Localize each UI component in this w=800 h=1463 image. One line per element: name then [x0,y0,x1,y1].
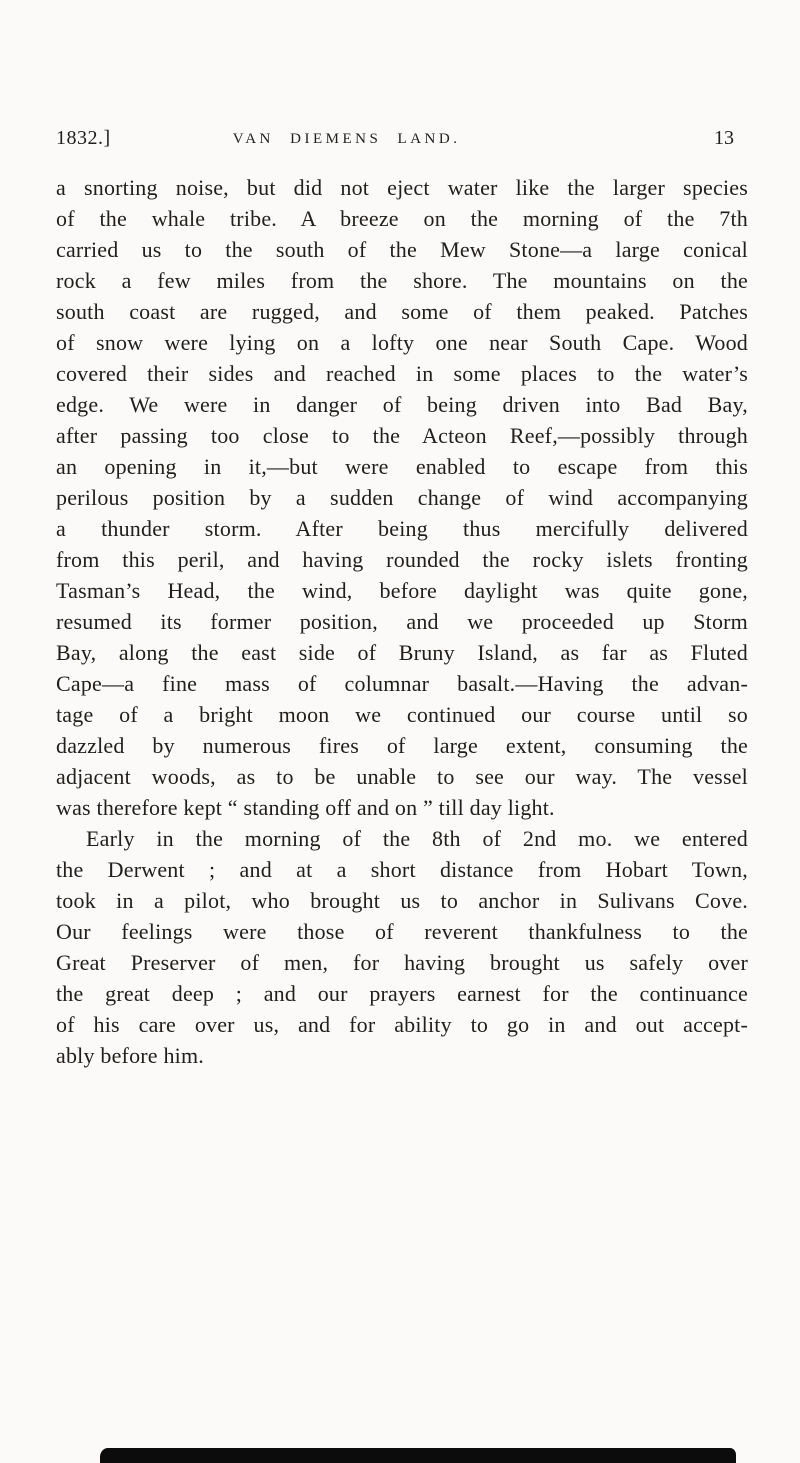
text-line: resumed its former position, and we proceeded up Storm [56,609,748,634]
text-line: edge. We were in danger of being driven into Bad Bay, [56,392,748,417]
text-line: perilous position by a sudden change of wind accompanying [56,485,748,510]
page-body-text [56,172,748,1071]
text-line: a snorting noise, but did not eject water like the larger species [56,175,748,200]
text-line: took in a pilot, who brought us to anchor in Sulivans Cove. [56,888,748,913]
text-line: Cape—a fine mass of columnar basalt.—Having the advan- [56,671,748,696]
paragraph [56,823,748,1071]
text-line: Great Preserver of men, for having brought us safely over [56,950,748,975]
text-line: adjacent woods, as to be unable to see our way. The vessel [56,764,748,789]
text-line: Bay, along the east side of Bruny Island, as far as Fluted [56,640,748,665]
text-line: covered their sides and reached in some places to the water’s [56,361,748,386]
text-line: Our feelings were those of reverent thankfulness to the [56,919,748,944]
text-line: tage of a bright moon we continued our course until so [56,702,748,727]
text-line: south coast are rugged, and some of them peaked. Patches [56,299,748,324]
text-line: of the whale tribe. A breeze on the morning of the 7th [56,206,748,231]
text-line: of his care over us, and for ability to go in and out accept- [56,1012,748,1037]
text-line: dazzled by numerous fires of large extent, consuming the [56,733,748,758]
text-line: Early in the morning of the 8th of 2nd mo. we entered [86,826,748,851]
page-header [56,127,748,151]
header-year: 1832.] [56,127,111,149]
text-line: an opening in it,—but were enabled to escape from this [56,454,748,479]
text-line: a thunder storm. After being thus mercifully delivered [56,516,748,541]
text-line: rock a few miles from the shore. The mountains on the [56,268,748,293]
header-running-title: VAN DIEMENS LAND. [232,131,461,147]
text-line: of snow were lying on a lofty one near South Cape. Wood [56,330,748,355]
text-line: the great deep ; and our prayers earnest for the continuance [56,981,748,1006]
scan-artifact-bar [100,1448,736,1463]
text-line: was therefore kept “ standing off and on ” till day light. [56,795,555,820]
paragraph [56,172,748,823]
header-page-number: 13 [714,127,734,149]
text-line: carried us to the south of the Mew Stone—a large conical [56,237,748,262]
text-line: the Derwent ; and at a short distance from Hobart Town, [56,857,748,882]
text-line: ably before him. [56,1043,204,1068]
text-line: Tasman’s Head, the wind, before daylight was quite gone, [56,578,748,603]
text-line: from this peril, and having rounded the rocky islets fronting [56,547,748,572]
text-line: after passing too close to the Acteon Reef,—possibly through [56,423,748,448]
